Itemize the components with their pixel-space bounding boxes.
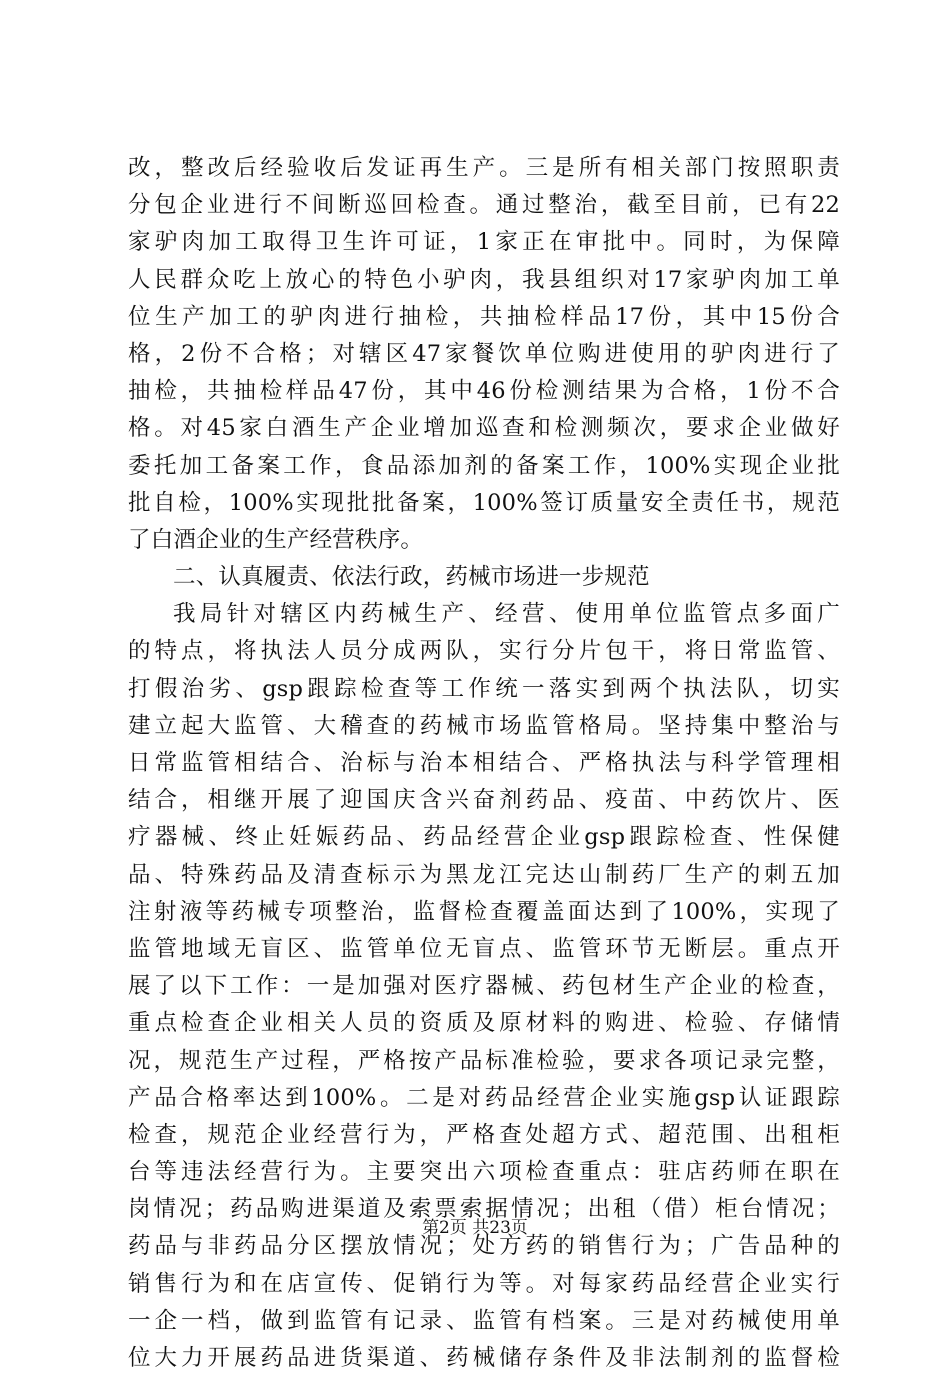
text-line: 疗器械、终止妊娠药品、药品经营企业gsp跟踪检查、性保健 <box>128 824 840 851</box>
text-line: 展了以下工作：一是加强对医疗器械、药包材生产企业的检查， <box>128 973 840 1000</box>
text-line: 抽检，共抽检样品47份，其中46份检测结果为合格，1份不合 <box>128 378 840 405</box>
text-line: 二、认真履责、依法行政，药械市场进一步规范 <box>173 564 650 591</box>
text-line: 销售行为和在店宣传、促销行为等。对每家药品经营企业实行 <box>128 1270 840 1297</box>
text-line: 的特点，将执法人员分成两队，实行分片包干，将日常监管、 <box>128 638 840 665</box>
text-line: 检查，规范企业经营行为，严格查处超方式、超范围、出租柜 <box>128 1121 840 1148</box>
text-line: 重点检查企业相关人员的资质及原材料的购进、检验、存储情 <box>128 1010 840 1037</box>
text-line: 打假治劣、gsp跟踪检查等工作统一落实到两个执法队，切实 <box>128 675 840 702</box>
text-line: 人民群众吃上放心的特色小驴肉，我县组织对17家驴肉加工单 <box>128 266 840 293</box>
text-line: 台等违法经营行为。主要突出六项检查重点：驻店药师在职在 <box>128 1159 840 1186</box>
text-line: 日常监管相结合、治标与治本相结合、严格执法与科学管理相 <box>128 750 840 776</box>
text-line: 批自检，100%实现批批备案，100%签订质量安全责任书，规范 <box>128 489 840 516</box>
text-line: 改，整改后经验收后发证再生产。三是所有相关部门按照职责 <box>128 155 840 181</box>
page-number: 第2页 共23页 <box>422 1218 528 1238</box>
text-line: 我局针对辖区内药械生产、经营、使用单位监管点多面广 <box>173 601 840 628</box>
document-body <box>128 150 840 1377</box>
text-line: 药品与非药品分区摆放情况；处方药的销售行为；广告品种的 <box>128 1233 840 1260</box>
text-line: 委托加工备案工作，食品添加剂的备案工作，100%实现企业批 <box>128 452 840 479</box>
text-line: 建立起大监管、大稽查的药械市场监管格局。坚持集中整治与 <box>128 712 840 739</box>
text-line: 位大力开展药品进货渠道、药械储存条件及非法制剂的监督检 <box>128 1345 840 1371</box>
text-line: 格，2份不合格；对辖区47家餐饮单位购进使用的驴肉进行了 <box>128 340 840 367</box>
text-line: 监管地域无盲区、监管单位无盲点、监管环节无断层。重点开 <box>128 935 840 962</box>
text-line: 结合，相继开展了迎国庆含兴奋剂药品、疫苗、中药饮片、医 <box>128 787 840 814</box>
text-line: 产品合格率达到100%。二是对药品经营企业实施gsp认证跟踪 <box>128 1084 840 1111</box>
text-line: 分包企业进行不间断巡回检查。通过整治，截至目前，已有22 <box>128 192 840 219</box>
text-line: 格。对45家白酒生产企业增加巡查和检测频次，要求企业做好 <box>128 415 840 442</box>
text-line: 了白酒企业的生产经营秩序。 <box>128 526 424 553</box>
text-line: 家驴肉加工取得卫生许可证，1家正在审批中。同时，为保障 <box>128 229 840 256</box>
text-line: 注射液等药械专项整治，监督检查覆盖面达到了100%，实现了 <box>128 898 840 925</box>
text-line: 况，规范生产过程，严格按产品标准检验，要求各项记录完整， <box>128 1047 840 1074</box>
text-line: 品、特殊药品及清查标示为黑龙江完达山制药厂生产的刺五加 <box>128 861 840 888</box>
text-line: 岗情况；药品购进渠道及索票索据情况；出租（借）柜台情况； <box>128 1196 840 1223</box>
text-line: 一企一档，做到监管有记录、监管有档案。三是对药械使用单 <box>128 1307 840 1334</box>
page-footer <box>0 1213 950 1238</box>
text-line: 位生产加工的驴肉进行抽检，共抽检样品17份，其中15份合 <box>128 303 840 330</box>
